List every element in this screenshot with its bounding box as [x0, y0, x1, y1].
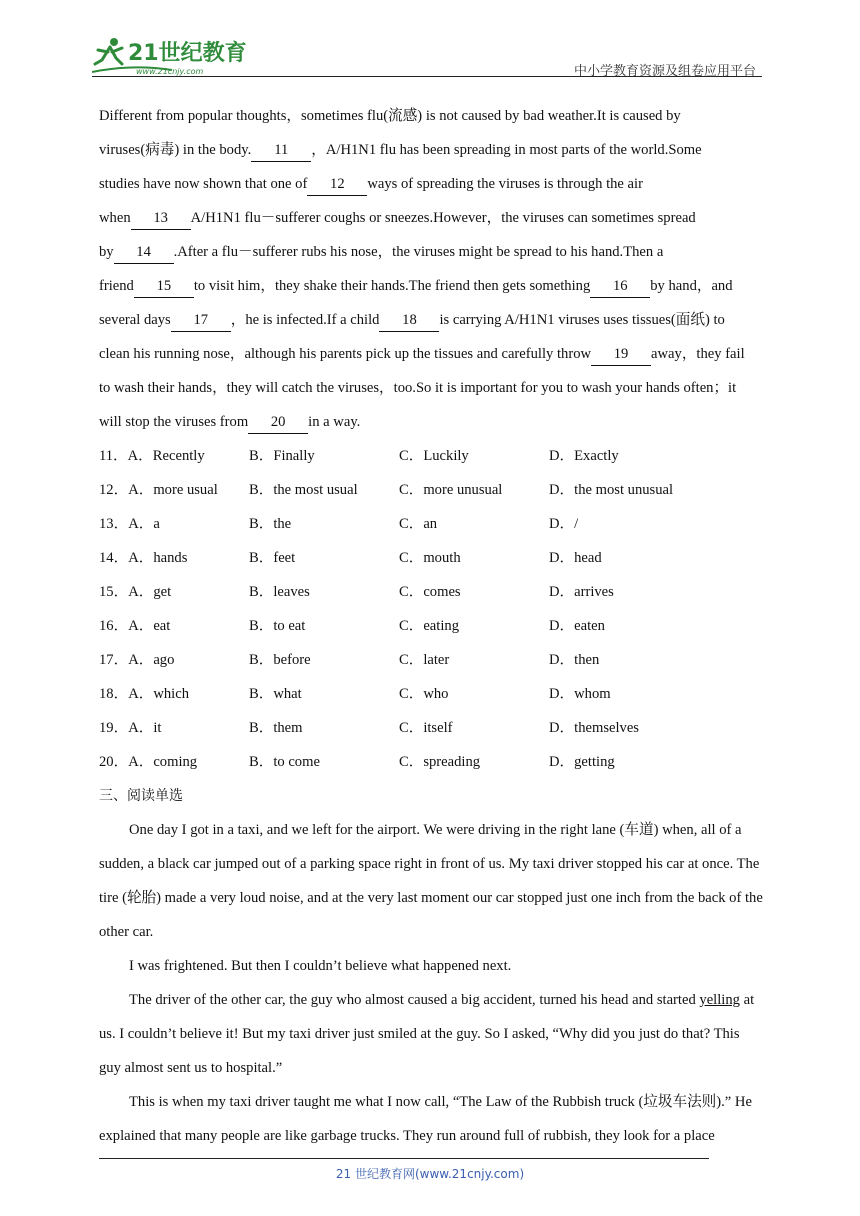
option-a: 19．A．it [99, 720, 162, 736]
21cnjy-logo [92, 34, 262, 78]
section-heading: 三、阅读单选 [99, 788, 183, 804]
option-a: 20．A．coming [99, 754, 198, 770]
passage-line: will stop the viruses from 20 in a way. [99, 405, 764, 439]
option-c: C．eating [399, 618, 459, 634]
svg-text:www.21cnjy.com: www.21cnjy.com [136, 67, 204, 76]
option-d: D．eaten [549, 618, 605, 634]
option-a: 15．A．get [99, 584, 172, 600]
question-row [99, 609, 764, 643]
underlined-word: yelling [699, 992, 740, 1008]
reading-paragraph: I was frightened. But then I couldn’t believe what happened next. [129, 958, 512, 974]
footer-rule [99, 1158, 709, 1159]
question-row [99, 745, 764, 779]
option-d: D．then [549, 652, 600, 668]
option-a: 17．A．ago [99, 652, 175, 668]
option-d: D．arrives [549, 584, 614, 600]
page-header [92, 34, 762, 80]
passage-line: when 13 A/H1N1 flu－sufferer coughs or sneezes.However，the viruses can sometimes spread [99, 201, 764, 235]
reading-paragraph: The driver of the other car, the guy who almost caused a big accident, turned his head and started yelling at us. I couldn’t believe it! But my taxi driver just smiled at the guy. So I asked, “Why did you just do that? This guy almost sent us to hospital.” [99, 992, 755, 1076]
option-c: C．mouth [399, 550, 461, 566]
option-c: C．comes [399, 584, 461, 600]
passage-line: to wash their hands，they will catch the viruses，too.So it is important for you to wash your hands often；it [99, 380, 737, 396]
blank-12: 12 [307, 173, 367, 196]
option-b: B．to come [249, 754, 320, 770]
option-a: 16．A．eat [99, 618, 171, 634]
option-c: C．who [399, 686, 449, 702]
question-row [99, 643, 764, 677]
blank-18: 18 [379, 309, 439, 332]
option-d: D．/ [549, 516, 579, 532]
option-b: B．to eat [249, 618, 306, 634]
platform-title: 中小学教育资源及组卷应用平台 [573, 64, 756, 79]
option-b: B．what [249, 686, 302, 702]
reading-paragraph: One day I got in a taxi, and we left for the airport. We were driving in the right lane (车道) when, all of a sudden, a black car jumped out of a parking space right in front of us. My taxi driver stopped his car at once. The tire (轮胎) made a very loud noise, and at the very last moment our car stopped just one inch from the back of the other car. [99, 822, 763, 940]
svg-text:21世纪教育: 21世纪教育 [128, 41, 247, 66]
option-c: C．spreading [399, 754, 481, 770]
option-c: C．later [399, 652, 450, 668]
option-c: C．itself [399, 720, 453, 736]
option-b: B．Finally [249, 448, 315, 464]
question-row [99, 541, 764, 575]
question-row [99, 439, 764, 473]
question-row [99, 507, 764, 541]
blank-11: 11 [251, 139, 311, 162]
blank-16: 16 [590, 275, 650, 298]
option-b: B．the [249, 516, 292, 532]
passage-line: studies have now shown that one of 12 ways of spreading the viruses is through the air [99, 167, 764, 201]
passage-line: Different from popular thoughts，sometimes flu(流感) is not caused by bad weather.It is caused by [99, 108, 681, 124]
option-c: C．Luckily [399, 448, 469, 464]
option-b: B．them [249, 720, 303, 736]
passage-line: viruses(病毒) in the body. 11 ，A/H1N1 flu has been spreading in most parts of the world.Some [99, 133, 764, 167]
blank-19: 19 [591, 343, 651, 366]
option-d: D．the most unusual [549, 482, 674, 498]
blank-15: 15 [134, 275, 194, 298]
blank-20: 20 [248, 411, 308, 434]
option-d: D．Exactly [549, 448, 619, 464]
option-d: D．whom [549, 686, 611, 702]
option-a: 11．A．Recently [99, 448, 205, 464]
option-d: D．head [549, 550, 602, 566]
option-b: B．the most usual [249, 482, 358, 498]
option-b: B．leaves [249, 584, 310, 600]
option-b: B．feet [249, 550, 296, 566]
option-d: D．getting [549, 754, 615, 770]
option-a: 18．A．which [99, 686, 189, 702]
option-a: 13．A．a [99, 516, 160, 532]
option-c: C．an [399, 516, 438, 532]
blank-14: 14 [114, 241, 174, 264]
passage-line: clean his running nose，although his parents pick up the tissues and carefully throw 19 away，they fail [99, 337, 764, 371]
question-row [99, 677, 764, 711]
header-rule [92, 76, 762, 77]
option-a: 12．A．more usual [99, 482, 218, 498]
reading-paragraph: This is when my taxi driver taught me what I now call, “The Law of the Rubbish truck (垃圾车法则).” He explained that many people are like garbage trucks. They run around full of rubbish, they look for a place [99, 1094, 752, 1144]
option-b: B．before [249, 652, 311, 668]
question-row [99, 473, 764, 507]
passage-line: friend 15 to visit him，they shake their hands.The friend then gets something 16 by hand，and [99, 269, 764, 303]
option-c: C．more unusual [399, 482, 503, 498]
passage-line: by 14 .After a flu－sufferer rubs his nose，the viruses might be spread to his hand.Then a [99, 235, 764, 269]
page-footer: 21 世纪教育网(www.21cnjy.com) [335, 1167, 525, 1181]
passage-line: several days 17 ，he is infected.If a child 18 is carrying A/H1N1 viruses uses tissues(面纸) to [99, 303, 764, 337]
blank-17: 17 [171, 309, 231, 332]
option-d: D．themselves [549, 720, 639, 736]
question-row [99, 575, 764, 609]
blank-13: 13 [131, 207, 191, 230]
question-row [99, 711, 764, 745]
main-content [99, 99, 764, 1153]
option-a: 14．A．hands [99, 550, 188, 566]
